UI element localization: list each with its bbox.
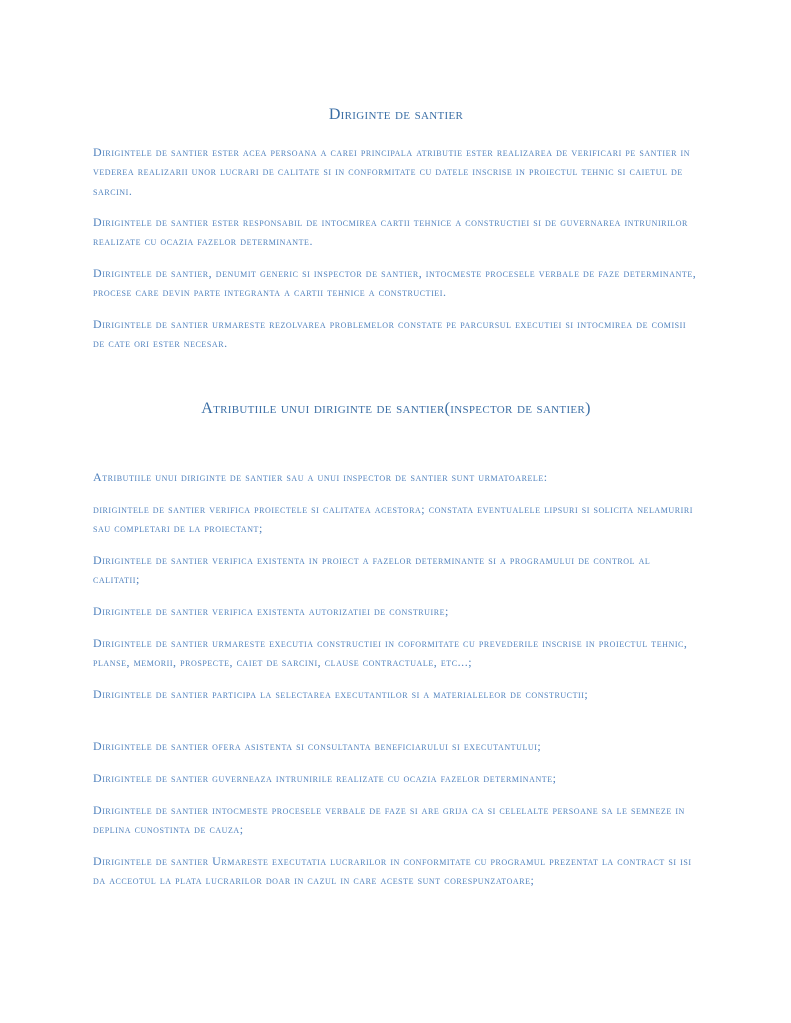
- list-item: Dirigintele de santier verifica existenta autorizatiei de construire;: [93, 604, 449, 618]
- section-1-title: Diriginte de santier: [328, 106, 464, 123]
- list-item: Dirigintele de santier urmareste executia constructiei in coformitate cu prevederile inscrise in proiectul tehnic, planse, memorii, prospecte, caiet de sarcini, clause contractuale, etc...;: [93, 636, 688, 670]
- section-2-intro: Atributiile unui diriginte de santier sau a unui inspector de santier sunt urmatoarele:: [93, 470, 548, 484]
- list-item: Dirigintele de santier intocmeste procesele verbale de faze si are grija ca si celelalte persoane sa le semneze in deplina cunostinta de cauza;: [93, 803, 685, 837]
- section-1-paragraph-4: Dirigintele de santier urmareste rezolvarea problemelor constate pe parcursul executiei si intocmirea de comisii de cate ori ester necesar.: [93, 317, 687, 351]
- section-1-paragraph-2: Dirigintele de santier ester responsabil de intocmirea cartii tehnice a constructiei si de guvernarea intrunirilor realizate cu ocazia fazelor determinante.: [93, 215, 688, 249]
- list-item: Dirigintele de santier participa la selectarea executantilor si a materialeleor de constructii;: [93, 687, 589, 701]
- section-2-title: Atributiile unui diriginte de santier(inspector de santier): [201, 400, 591, 417]
- list-item: Dirigintele de santier verifica existenta in proiect a fazelor determinante si a programului de control al calitatii;: [93, 553, 651, 587]
- list-item: dirigintele de santier verifica proiectele si calitatea acestora; constata eventualele lipsuri si solicita nelamuriri sau completari de la proiectant;: [93, 502, 693, 536]
- list-item: Dirigintele de santier guverneaza intrunirile realizate cu ocazia fazelor determinante;: [93, 771, 557, 785]
- list-item: Dirigintele de santier ofera asistenta si consultanta beneficiarului si executantului;: [93, 739, 542, 753]
- section-1-paragraph-3: Dirigintele de santier, denumit generic si inspector de santier, intocmeste procesele verbale de faze determinante, procese care devin parte integranta a cartii tehnice a constructiei.: [93, 266, 697, 300]
- list-item: Dirigintele de santier Urmareste executatia lucrarilor in conformitate cu programul prezentat la contract si isi da acceotul la plata lucrarilor doar in cazul in care aceste sunt corespunzatoare;: [93, 854, 692, 888]
- section-1-paragraph-1: Dirigintele de santier ester acea persoana a carei principala atributie ester realizarea de verificari pe santier in vederea realizarii unor lucrari de calitate si in conformitate cu datele inscrise in proiectul tehnic si caietul de sarcini.: [93, 145, 691, 198]
